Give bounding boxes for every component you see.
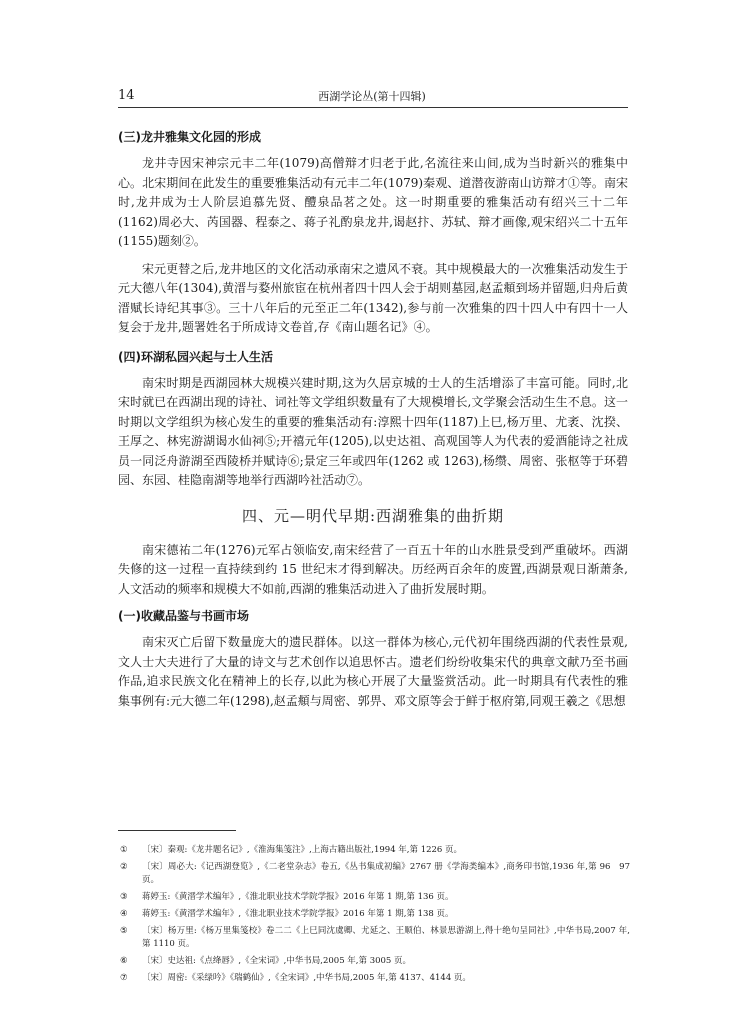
main-body	[118, 128, 628, 719]
page-header	[118, 88, 626, 106]
footnote-text: 〔宋〕周必大:《记西湖登览》,《二老堂杂志》卷五,《丛书集成初编》2767 册《学海类编本》,商务印书馆,1936 年,第 96 97 页。	[142, 862, 630, 885]
footnote-mark: ①	[120, 845, 128, 855]
footnote-mark: ④	[120, 909, 128, 919]
footnote-rule	[118, 830, 236, 831]
footnote	[118, 891, 630, 904]
page-number: 14	[118, 88, 135, 103]
footnote-mark: ⑦	[120, 973, 128, 983]
footnote-text: 〔宋〕史达祖:《点绛唇》,《全宋词》,中华书局,2005 年,第 3005 页。	[142, 956, 412, 966]
paragraph: 南宋时期是西湖园林大规模兴建时期,这为久居京城的士人的生活增添了丰富可能。同时,北宋时就已在西湖出现的诗社、词社等文学组织数量有了大规模增长,文学聚会活动生生不息。这一时期以文学组织为核心发生的重要的雅集活动有:淳熙十四年(1187)上巳,杨万里、尤袤、沈揆、王厚之、林宪游湖谒水仙祠⑤;开禧元年(1205),以史达祖、高观国等人为代表的爱酒能诗之社成员一同泛舟游湖至西陵桥并赋诗⑥;景定三年或四年(1262 或 1263),杨缵、周密、张枢等于环碧园、东园、桂隐南湖等地举行西湖吟社活动⑦。	[118, 375, 628, 487]
footnote	[118, 844, 630, 857]
paragraph: 宋元更替之后,龙井地区的文化活动承南宋之遗风不衰。其中规模最大的一次雅集活动发生于元大德八年(1304),黄溍与婺州旅宦在杭州者四十四人会于胡则墓园,赵孟頫到场并留题,归舟后黄溍赋长诗纪其事③。三十八年后的元至正二年(1342),参与前一次雅集的四十四人中有四十一人复会于龙井,题署姓名于所成诗文卷首,存《南山题名记》④。	[118, 261, 628, 334]
footnotes	[118, 844, 630, 989]
subsection-heading-1: (一)收藏品鉴与书画市场	[118, 609, 249, 623]
footnote-text: 〔宋〕杨万里:《杨万里集笺校》卷二二《上巳同沈虞卿、尤延之、王顺伯、林景思游湖上,得十绝句呈同社》,中华书局,2007 年,第 1110 页。	[142, 926, 630, 949]
footnote	[118, 955, 630, 968]
footnote	[118, 925, 630, 951]
footnote	[118, 908, 630, 921]
footnote-text: 蒋婷玉:《黄溍学术编年》,《淮北职业技术学院学报》2016 年第 1 期,第 138 页。	[142, 909, 454, 919]
footnote-text: 〔宋〕秦观:《龙井题名记》,《淮海集笺注》,上海古籍出版社,1994 年,第 1226 页。	[142, 845, 463, 855]
paragraph: 南宋灭亡后留下数量庞大的遗民群体。以这一群体为核心,元代初年围绕西湖的代表性景观,文人士大夫进行了大量的诗文与艺术创作以追思怀古。遗老们纷纷收集宋代的典章文献乃至书画作品,追求民族文化在精神上的长存,以此为核心开展了大量鉴赏活动。此一时期具有代表性的雅集事例有:元大德二年(1298),赵孟頫与周密、郭畀、邓文原等会于鲜于枢府第,同观王羲之《思想	[118, 635, 628, 708]
section-title: 四、元—明代早期:西湖雅集的曲折期	[241, 506, 505, 525]
footnote-text: 〔宋〕周密:《采绿吟》《瑞鹤仙》,《全宋词》,中华书局,2005 年,第 4137、4144 页。	[142, 973, 471, 983]
paragraph: 龙井寺因宋神宗元丰二年(1079)高僧辩才归老于此,名流往来山间,成为当时新兴的雅集中心。北宋期间在此发生的重要雅集活动有元丰二年(1079)秦观、道潜夜游南山访辩才①等。南宋时,龙井成为士人阶层追慕先贤、醴泉品茗之处。这一时期重要的雅集活动有绍兴三十二年(1162)周必大、芮国器、程泰之、蒋子礼酌泉龙井,谒赵抃、苏轼、辩才画像,观宋绍兴二十五年(1155)题刻②。	[118, 156, 628, 248]
footnote-mark: ⑥	[120, 956, 128, 966]
running-head: 西湖学论丛(第十四辑)	[318, 90, 426, 103]
footnote	[118, 861, 630, 887]
footnote-mark: ⑤	[120, 926, 128, 936]
footnote-mark: ③	[120, 892, 128, 902]
paragraph: 南宋德祐二年(1276)元军占领临安,南宋经营了一百五十年的山水胜景受到严重破坏。西湖失修的这一过程一直持续到约 15 世纪末才得到解决。历经两百余年的废置,西湖景观日渐萧条,人文活动的频率和规模大不如前,西湖的雅集活动进入了曲折发展时期。	[118, 542, 628, 596]
subsection-heading-3: (三)龙井雅集文化园的形成	[118, 130, 261, 144]
header-rule	[118, 107, 628, 108]
subsection-heading-4: (四)环湖私园兴起与士人生活	[118, 349, 273, 364]
footnote-mark: ②	[120, 862, 128, 872]
footnote	[118, 972, 630, 985]
footnote-text: 蒋婷玉:《黄溍学术编年》,《淮北职业技术学院学报》2016 年第 1 期,第 136 页。	[142, 892, 454, 902]
